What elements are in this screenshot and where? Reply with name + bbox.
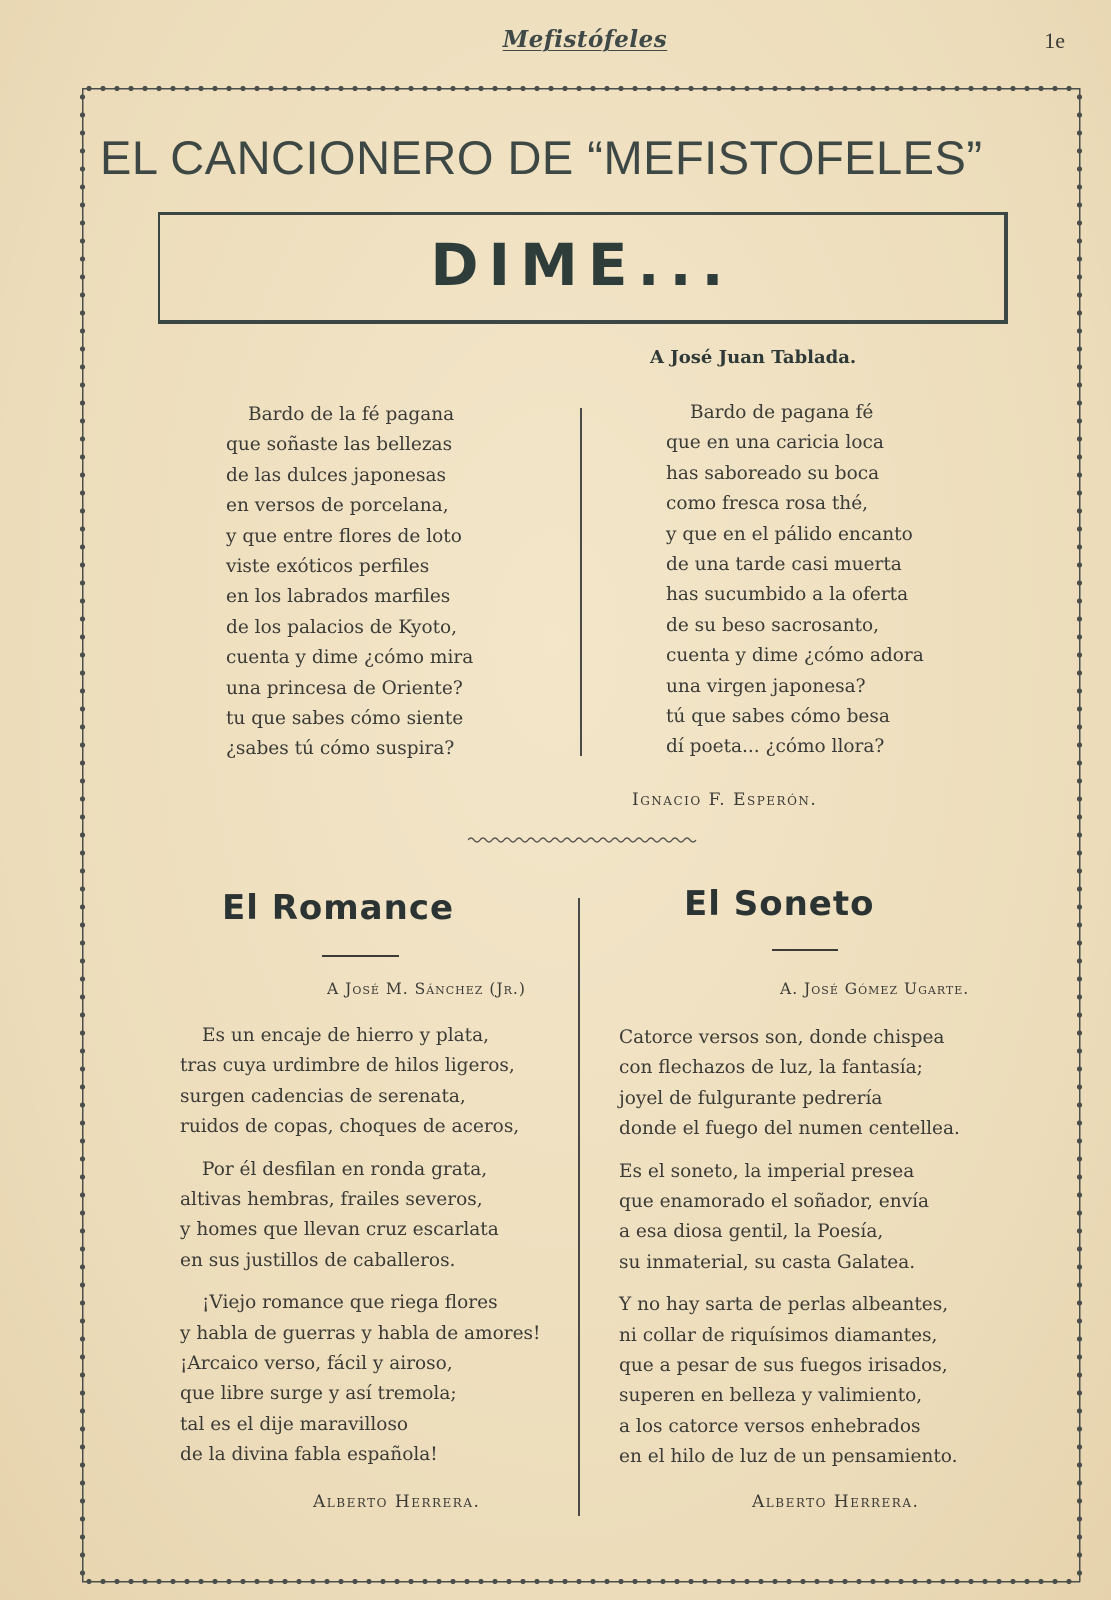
verse-line: que libre surge y así tremola; xyxy=(180,1383,457,1405)
verse-line: superen en belleza y valimiento, xyxy=(619,1385,923,1407)
verse-line: donde el fuego del numen centellea. xyxy=(619,1118,960,1140)
verse-line: de su beso sacrosanto, xyxy=(666,614,880,636)
column-divider xyxy=(578,898,580,1516)
verse-line: Por él desfilan en ronda grata, xyxy=(202,1158,488,1180)
verse-line: cuenta y dime ¿cómo mira xyxy=(226,647,474,669)
verse-line: Catorce versos son, donde chispea xyxy=(619,1027,945,1048)
soneto-dedication: A. José Gómez Ugarte. xyxy=(780,980,970,998)
frame-rule-left xyxy=(79,88,86,1582)
verse-line: cuenta y dime ¿cómo adora xyxy=(666,645,924,667)
verse-line: que a pesar de sus fuegos irisados, xyxy=(619,1355,948,1377)
verse-line: una virgen japonesa? xyxy=(666,675,866,697)
verse-line: en el hilo de luz de un pensamiento. xyxy=(619,1446,958,1468)
romance-body xyxy=(180,1021,540,1483)
verse-line: y que entre flores de loto xyxy=(226,525,462,547)
main-poem-left-stanza xyxy=(226,400,473,765)
title-box xyxy=(158,212,1008,324)
verse-line: de la divina fabla española! xyxy=(180,1444,438,1466)
stanza xyxy=(619,1023,960,1145)
main-poem-signature: Ignacio F. Esperón. xyxy=(632,790,818,810)
verse-line: ¿sabes tú cómo suspira? xyxy=(226,738,455,760)
main-poem-title: DIME... xyxy=(430,231,734,299)
running-head xyxy=(0,24,1111,58)
main-poem-right-stanza xyxy=(666,398,924,763)
verse-line: Y no hay sarta de perlas albeantes, xyxy=(619,1294,949,1316)
verse-line: que enamorado el soñador, envía xyxy=(619,1191,930,1213)
verse-line: y habla de guerras y habla de amores! xyxy=(180,1322,541,1344)
stanza xyxy=(619,1157,960,1279)
verse-line: ¡Arcaico verso, fácil y airoso, xyxy=(180,1353,453,1375)
soneto-signature: Alberto Herrera. xyxy=(752,1492,920,1512)
verse-line: como fresca rosa thé, xyxy=(666,493,869,515)
verse-line: ni collar de riquísimos diamantes, xyxy=(619,1324,938,1346)
wavy-separator xyxy=(468,836,700,844)
section-title: EL CANCIONERO DE “MEFISTOFELES” xyxy=(100,131,983,184)
verse-line: surgen cadencias de serenata, xyxy=(180,1085,466,1107)
verse-line: tú que sabes cómo besa xyxy=(666,706,890,728)
verse-line: altivas hembras, frailes severos, xyxy=(180,1189,483,1211)
verse-line: en versos de porcelana, xyxy=(226,495,449,517)
main-poem-dedication: A José Juan Tablada. xyxy=(650,347,857,368)
verse-line: Bardo de pagana fé xyxy=(690,402,874,423)
verse-line: joyel de fulgurante pedrería xyxy=(619,1087,883,1109)
frame-rule-bottom xyxy=(82,1578,1080,1585)
verse-line: su inmaterial, su casta Galatea. xyxy=(619,1251,916,1273)
page-number: 1e xyxy=(1044,28,1065,53)
romance-title: El Romance xyxy=(222,888,455,928)
romance-dedication: A José M. Sánchez (Jr.) xyxy=(327,980,526,998)
verse-line: viste exóticos perfiles xyxy=(226,556,430,578)
frame-rule-right xyxy=(1076,88,1083,1582)
verse-line: ¡Viejo romance que riega flores xyxy=(202,1292,498,1314)
verse-line: de los palacios de Kyoto, xyxy=(226,616,458,638)
column-divider xyxy=(580,408,582,756)
verse-line: de las dulces japonesas xyxy=(226,464,446,486)
stanza xyxy=(619,1290,960,1472)
title-rule xyxy=(322,955,399,957)
verse-line: que soñaste las bellezas xyxy=(226,434,453,456)
frame-rule-top xyxy=(82,85,1080,92)
verse-line: tu que sabes cómo siente xyxy=(226,708,464,730)
verse-line: una princesa de Oriente? xyxy=(226,677,463,699)
verse-line: Es un encaje de hierro y plata, xyxy=(202,1025,490,1046)
verse-line: tal es el dije maravilloso xyxy=(180,1413,409,1435)
verse-line: dí poeta... ¿cómo llora? xyxy=(666,736,885,758)
verse-line: Es el soneto, la imperial presea xyxy=(619,1160,915,1182)
verse-line: ruidos de copas, choques de aceros, xyxy=(180,1116,520,1138)
journal-name: Mefistófeles xyxy=(502,26,668,53)
verse-line: a esa diosa gentil, la Poesía, xyxy=(619,1221,884,1243)
verse-line: has sucumbido a la oferta xyxy=(666,584,909,606)
verse-line: tras cuya urdimbre de hilos ligeros, xyxy=(180,1055,515,1077)
stanza xyxy=(180,1021,540,1143)
verse-line: en los labrados marfiles xyxy=(226,586,451,608)
verse-line: has saboreado su boca xyxy=(666,462,880,484)
verse-line: con flechazos de luz, la fantasía; xyxy=(619,1057,923,1079)
soneto-title: El Soneto xyxy=(684,884,875,924)
romance-signature: Alberto Herrera. xyxy=(313,1492,481,1512)
stanza xyxy=(180,1155,540,1277)
verse-line: a los catorce versos enhebrados xyxy=(619,1415,921,1437)
stanza xyxy=(180,1288,540,1470)
verse-line: de una tarde casi muerta xyxy=(666,554,902,576)
verse-line: que en una caricia loca xyxy=(666,432,884,454)
title-rule xyxy=(772,949,838,951)
verse-line: y homes que llevan cruz escarlata xyxy=(180,1219,499,1241)
verse-line: y que en el pálido encanto xyxy=(666,523,913,545)
soneto-body xyxy=(619,1023,960,1485)
verse-line: en sus justillos de caballeros. xyxy=(180,1249,456,1271)
verse-line: Bardo de la fé pagana xyxy=(248,404,455,425)
